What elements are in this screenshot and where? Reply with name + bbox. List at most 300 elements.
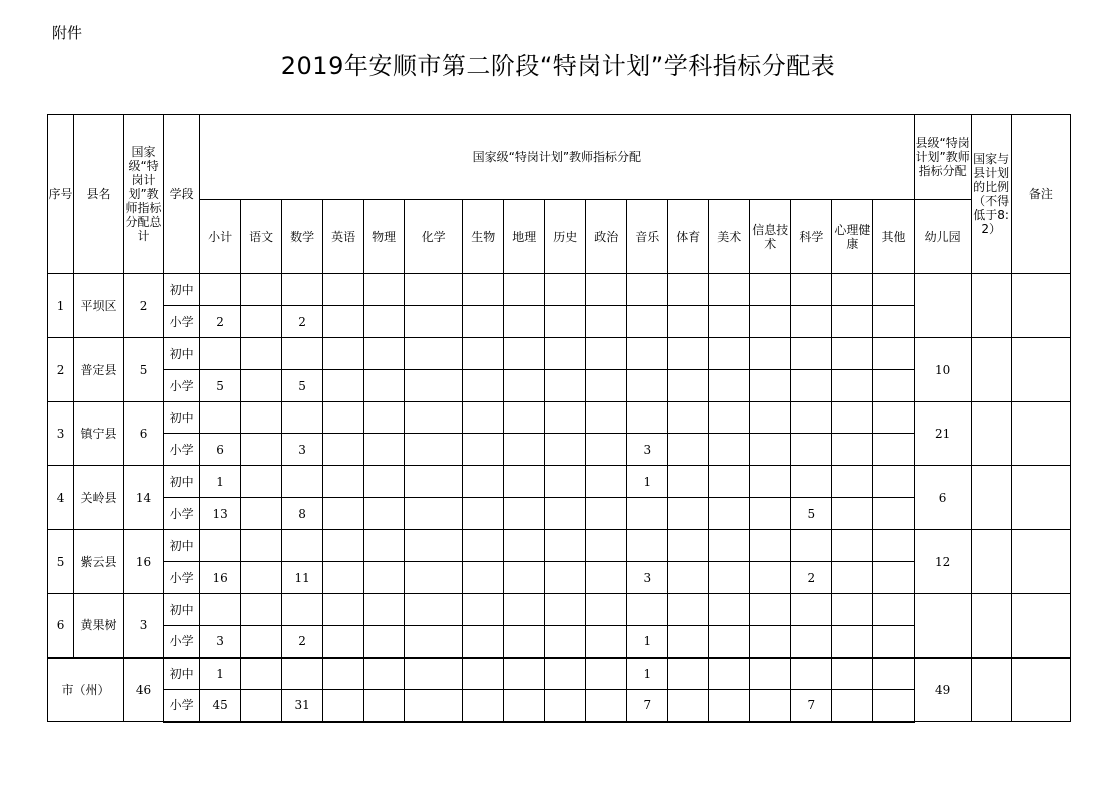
row-stage: 初中 (164, 466, 200, 498)
ratio-cell (971, 402, 1011, 466)
kindergarten-cell (914, 274, 971, 338)
subject-cell (504, 690, 545, 722)
subject-cell (709, 370, 750, 402)
header-subject: 心理健康 (832, 200, 873, 274)
subject-cell (709, 434, 750, 466)
subject-cell (200, 338, 241, 370)
subject-cell (463, 402, 504, 434)
table-row (48, 274, 1071, 306)
subject-cell: 3 (627, 434, 668, 466)
row-stage: 初中 (164, 530, 200, 562)
ratio-cell (971, 594, 1011, 658)
row-seq: 4 (48, 466, 74, 530)
subject-cell (364, 658, 405, 690)
subject-cell (791, 306, 832, 338)
subject-cell (791, 274, 832, 306)
subject-cell (627, 402, 668, 434)
subject-cell (709, 466, 750, 498)
subject-cell: 5 (200, 370, 241, 402)
header-national-group: 国家级“特岗计划”教师指标分配 (200, 115, 915, 200)
subject-cell (709, 562, 750, 594)
header-subject: 信息技术 (750, 200, 791, 274)
row-stage: 小学 (164, 306, 200, 338)
subject-cell (323, 562, 364, 594)
subject-cell: 3 (200, 626, 241, 658)
subject-cell (504, 498, 545, 530)
subject-cell (364, 370, 405, 402)
subject-cell (750, 626, 791, 658)
row-stage: 小学 (164, 690, 200, 722)
subject-cell (405, 370, 463, 402)
subject-cell (832, 338, 873, 370)
subject-cell (832, 594, 873, 626)
row-total: 16 (124, 530, 164, 594)
header-stage: 学段 (164, 115, 200, 274)
subject-cell (545, 498, 586, 530)
header-subject: 政治 (586, 200, 627, 274)
subject-cell: 2 (282, 626, 323, 658)
kindergarten-cell: 6 (914, 466, 971, 530)
subject-cell: 11 (282, 562, 323, 594)
row-total: 6 (124, 402, 164, 466)
subject-cell (586, 594, 627, 626)
subject-cell (668, 274, 709, 306)
subject-cell (545, 402, 586, 434)
subject-cell (323, 594, 364, 626)
subject-cell (241, 338, 282, 370)
subject-cell (586, 434, 627, 466)
subject-cell (463, 626, 504, 658)
subject-cell (364, 338, 405, 370)
subject-cell (364, 498, 405, 530)
subject-cell (405, 338, 463, 370)
subject-cell (873, 274, 914, 306)
subject-cell (241, 594, 282, 626)
subject-cell (750, 370, 791, 402)
subject-cell (668, 338, 709, 370)
subject-cell (504, 626, 545, 658)
subject-cell: 13 (200, 498, 241, 530)
subject-cell (282, 338, 323, 370)
subject-cell (504, 402, 545, 434)
subject-cell (750, 658, 791, 690)
subject-cell (750, 498, 791, 530)
subject-cell (241, 434, 282, 466)
subject-cell (832, 274, 873, 306)
subject-cell (545, 466, 586, 498)
subject-cell (709, 658, 750, 690)
subject-cell: 8 (282, 498, 323, 530)
subject-cell (668, 626, 709, 658)
subject-cell (545, 626, 586, 658)
kindergarten-cell: 12 (914, 530, 971, 594)
subject-cell (463, 498, 504, 530)
table-row (48, 338, 1071, 370)
subject-cell (241, 498, 282, 530)
subject-cell (586, 274, 627, 306)
subject-cell (750, 530, 791, 562)
subject-cell (504, 594, 545, 626)
subject-cell (586, 498, 627, 530)
subject-cell (586, 370, 627, 402)
row-stage: 初中 (164, 402, 200, 434)
row-total: 46 (124, 658, 164, 722)
subject-cell (241, 370, 282, 402)
subject-cell (504, 306, 545, 338)
subject-cell (586, 306, 627, 338)
subject-cell (405, 562, 463, 594)
subject-cell (668, 562, 709, 594)
header-subject: 化学 (405, 200, 463, 274)
subject-cell (791, 434, 832, 466)
header-county: 县名 (74, 115, 124, 274)
row-seq: 6 (48, 594, 74, 658)
subject-cell (668, 306, 709, 338)
header-county-level: 县级“特岗计划”教师指标分配 (914, 115, 971, 200)
header-subject: 英语 (323, 200, 364, 274)
subject-cell (504, 434, 545, 466)
subject-cell (405, 306, 463, 338)
subject-cell (668, 434, 709, 466)
subject-cell (668, 658, 709, 690)
subject-cell (323, 530, 364, 562)
ratio-cell (971, 338, 1011, 402)
subject-cell: 1 (627, 466, 668, 498)
subject-cell (750, 306, 791, 338)
subject-cell (463, 466, 504, 498)
row-seq: 2 (48, 338, 74, 402)
subject-cell (586, 626, 627, 658)
subject-cell (504, 562, 545, 594)
subject-cell (873, 306, 914, 338)
subject-cell: 1 (627, 658, 668, 690)
subject-cell (545, 274, 586, 306)
subject-cell (504, 530, 545, 562)
annex-label: 附件 (52, 24, 83, 42)
subject-cell (463, 562, 504, 594)
subject-cell (545, 562, 586, 594)
subject-cell (709, 274, 750, 306)
subject-cell (364, 306, 405, 338)
remark-cell (1011, 466, 1070, 530)
header-subject: 小计 (200, 200, 241, 274)
subject-cell (405, 530, 463, 562)
subject-cell (709, 498, 750, 530)
subject-cell (791, 370, 832, 402)
row-stage: 小学 (164, 562, 200, 594)
subject-cell (463, 306, 504, 338)
header-subject: 科学 (791, 200, 832, 274)
subject-cell (873, 658, 914, 690)
subject-cell: 16 (200, 562, 241, 594)
table-row (48, 466, 1071, 498)
subject-cell (545, 370, 586, 402)
row-total: 14 (124, 466, 164, 530)
subject-cell (364, 402, 405, 434)
row-stage: 小学 (164, 626, 200, 658)
subject-cell (832, 498, 873, 530)
subject-cell: 5 (791, 498, 832, 530)
subject-cell (832, 466, 873, 498)
subject-cell (545, 530, 586, 562)
header-remark: 备注 (1011, 115, 1070, 274)
subject-cell (323, 658, 364, 690)
subject-cell (873, 626, 914, 658)
subject-cell (545, 338, 586, 370)
subject-cell (364, 274, 405, 306)
subject-cell (832, 562, 873, 594)
row-county: 平坝区 (74, 274, 124, 338)
subject-cell (200, 274, 241, 306)
subject-cell (405, 434, 463, 466)
subject-cell (873, 498, 914, 530)
header-national-total: 国家级“特岗计划”教师指标分配总计 (124, 115, 164, 274)
subject-cell (504, 658, 545, 690)
subject-cell (200, 530, 241, 562)
subject-cell (323, 306, 364, 338)
subject-cell (323, 434, 364, 466)
subject-cell (323, 466, 364, 498)
subject-cell (463, 274, 504, 306)
subject-cell (282, 658, 323, 690)
subject-cell (282, 530, 323, 562)
subject-cell (873, 466, 914, 498)
subject-cell (405, 274, 463, 306)
kindergarten-cell (914, 594, 971, 658)
remark-cell (1011, 594, 1070, 658)
remark-cell (1011, 530, 1070, 594)
subject-cell (586, 530, 627, 562)
subject-cell: 1 (200, 466, 241, 498)
subject-cell (668, 402, 709, 434)
page-title: 2019年安顺市第二阶段“特岗计划”学科指标分配表 (280, 52, 836, 80)
subject-cell: 5 (282, 370, 323, 402)
subject-cell (709, 594, 750, 626)
subject-cell (709, 338, 750, 370)
subject-cell (364, 530, 405, 562)
subject-cell (364, 434, 405, 466)
subject-cell (627, 594, 668, 626)
kindergarten-cell: 49 (914, 658, 971, 722)
row-stage: 初中 (164, 658, 200, 690)
subject-cell (873, 402, 914, 434)
subject-cell (241, 690, 282, 722)
subject-cell (545, 690, 586, 722)
table-row (48, 402, 1071, 434)
subject-cell (709, 530, 750, 562)
subject-cell (241, 562, 282, 594)
row-stage: 小学 (164, 370, 200, 402)
subject-cell (282, 274, 323, 306)
subject-cell (241, 658, 282, 690)
subject-cell: 2 (282, 306, 323, 338)
subject-cell (323, 626, 364, 658)
subject-cell (405, 626, 463, 658)
subject-cell (241, 626, 282, 658)
subject-cell (241, 530, 282, 562)
row-seq: 5 (48, 530, 74, 594)
row-total: 3 (124, 594, 164, 658)
subject-cell (241, 402, 282, 434)
summary-label: 市（州） (48, 658, 124, 722)
ratio-cell (971, 466, 1011, 530)
subject-cell (545, 434, 586, 466)
subject-cell (463, 530, 504, 562)
subject-cell (750, 594, 791, 626)
row-county: 黄果树 (74, 594, 124, 658)
ratio-cell (971, 658, 1011, 722)
subject-cell: 2 (200, 306, 241, 338)
subject-cell (750, 338, 791, 370)
subject-cell (791, 530, 832, 562)
row-stage: 初中 (164, 338, 200, 370)
subject-cell (504, 466, 545, 498)
subject-cell (323, 370, 364, 402)
kindergarten-cell: 10 (914, 338, 971, 402)
subject-cell (405, 498, 463, 530)
subject-cell (586, 466, 627, 498)
subject-cell (364, 466, 405, 498)
header-subject: 数学 (282, 200, 323, 274)
subject-cell (627, 370, 668, 402)
subject-cell (545, 306, 586, 338)
row-seq: 1 (48, 274, 74, 338)
subject-cell (832, 626, 873, 658)
table-row (48, 658, 1071, 690)
subject-cell (873, 690, 914, 722)
subject-cell (586, 402, 627, 434)
subject-cell: 1 (627, 626, 668, 658)
subject-cell: 3 (282, 434, 323, 466)
subject-cell (241, 466, 282, 498)
subject-cell: 3 (627, 562, 668, 594)
subject-cell (586, 690, 627, 722)
subject-cell (750, 466, 791, 498)
row-stage: 初中 (164, 594, 200, 626)
subject-cell (668, 370, 709, 402)
subject-cell: 31 (282, 690, 323, 722)
header-subject: 音乐 (627, 200, 668, 274)
header-subject: 美术 (709, 200, 750, 274)
subject-cell: 45 (200, 690, 241, 722)
subject-cell (873, 434, 914, 466)
subject-cell (463, 434, 504, 466)
subject-cell (405, 594, 463, 626)
subject-cell (282, 594, 323, 626)
remark-cell (1011, 274, 1070, 338)
subject-cell (627, 274, 668, 306)
header-ratio: 国家与县计划的比例（不得低于8:2） (971, 115, 1011, 274)
table-row (48, 530, 1071, 562)
subject-cell (791, 338, 832, 370)
subject-cell (200, 594, 241, 626)
subject-cell (750, 274, 791, 306)
header-subject: 体育 (668, 200, 709, 274)
subject-cell (709, 626, 750, 658)
subject-cell (627, 498, 668, 530)
subject-cell: 6 (200, 434, 241, 466)
subject-cell (405, 658, 463, 690)
header-subject: 地理 (504, 200, 545, 274)
subject-cell (627, 338, 668, 370)
subject-cell (323, 498, 364, 530)
subject-cell (791, 658, 832, 690)
header-subject: 语文 (241, 200, 282, 274)
subject-cell (832, 306, 873, 338)
subject-cell (709, 306, 750, 338)
remark-cell (1011, 402, 1070, 466)
subject-cell (200, 402, 241, 434)
subject-cell (545, 658, 586, 690)
subject-cell (405, 690, 463, 722)
subject-cell (627, 306, 668, 338)
row-seq: 3 (48, 402, 74, 466)
header-subject: 历史 (545, 200, 586, 274)
subject-cell (463, 658, 504, 690)
row-stage: 初中 (164, 274, 200, 306)
subject-cell (750, 434, 791, 466)
subject-cell (463, 370, 504, 402)
ratio-cell (971, 530, 1011, 594)
kindergarten-cell: 21 (914, 402, 971, 466)
subject-cell (750, 690, 791, 722)
subject-cell: 2 (791, 562, 832, 594)
subject-cell (750, 562, 791, 594)
row-county: 普定县 (74, 338, 124, 402)
subject-cell (832, 690, 873, 722)
subject-cell (709, 690, 750, 722)
subject-cell (405, 466, 463, 498)
subject-cell (504, 370, 545, 402)
remark-cell (1011, 338, 1070, 402)
subject-cell (364, 594, 405, 626)
row-county: 镇宁县 (74, 402, 124, 466)
subject-cell (791, 626, 832, 658)
subject-cell: 7 (791, 690, 832, 722)
header-subject: 其他 (873, 200, 914, 274)
header-subject: 生物 (463, 200, 504, 274)
subject-cell (364, 690, 405, 722)
allocation-table (47, 114, 1071, 723)
subject-cell (364, 562, 405, 594)
subject-cell (791, 594, 832, 626)
ratio-cell (971, 274, 1011, 338)
subject-cell (873, 370, 914, 402)
subject-cell (668, 466, 709, 498)
subject-cell (405, 402, 463, 434)
row-county: 紫云县 (74, 530, 124, 594)
subject-cell: 7 (627, 690, 668, 722)
subject-cell (873, 594, 914, 626)
subject-cell (586, 658, 627, 690)
subject-cell (709, 402, 750, 434)
subject-cell (668, 530, 709, 562)
subject-cell (627, 530, 668, 562)
subject-cell (586, 338, 627, 370)
subject-cell (323, 402, 364, 434)
subject-cell (545, 594, 586, 626)
subject-cell (873, 338, 914, 370)
subject-cell (832, 530, 873, 562)
subject-cell (323, 274, 364, 306)
subject-cell (282, 466, 323, 498)
subject-cell (832, 658, 873, 690)
subject-cell: 1 (200, 658, 241, 690)
row-total: 5 (124, 338, 164, 402)
subject-cell (873, 530, 914, 562)
subject-cell (668, 498, 709, 530)
subject-cell (791, 466, 832, 498)
